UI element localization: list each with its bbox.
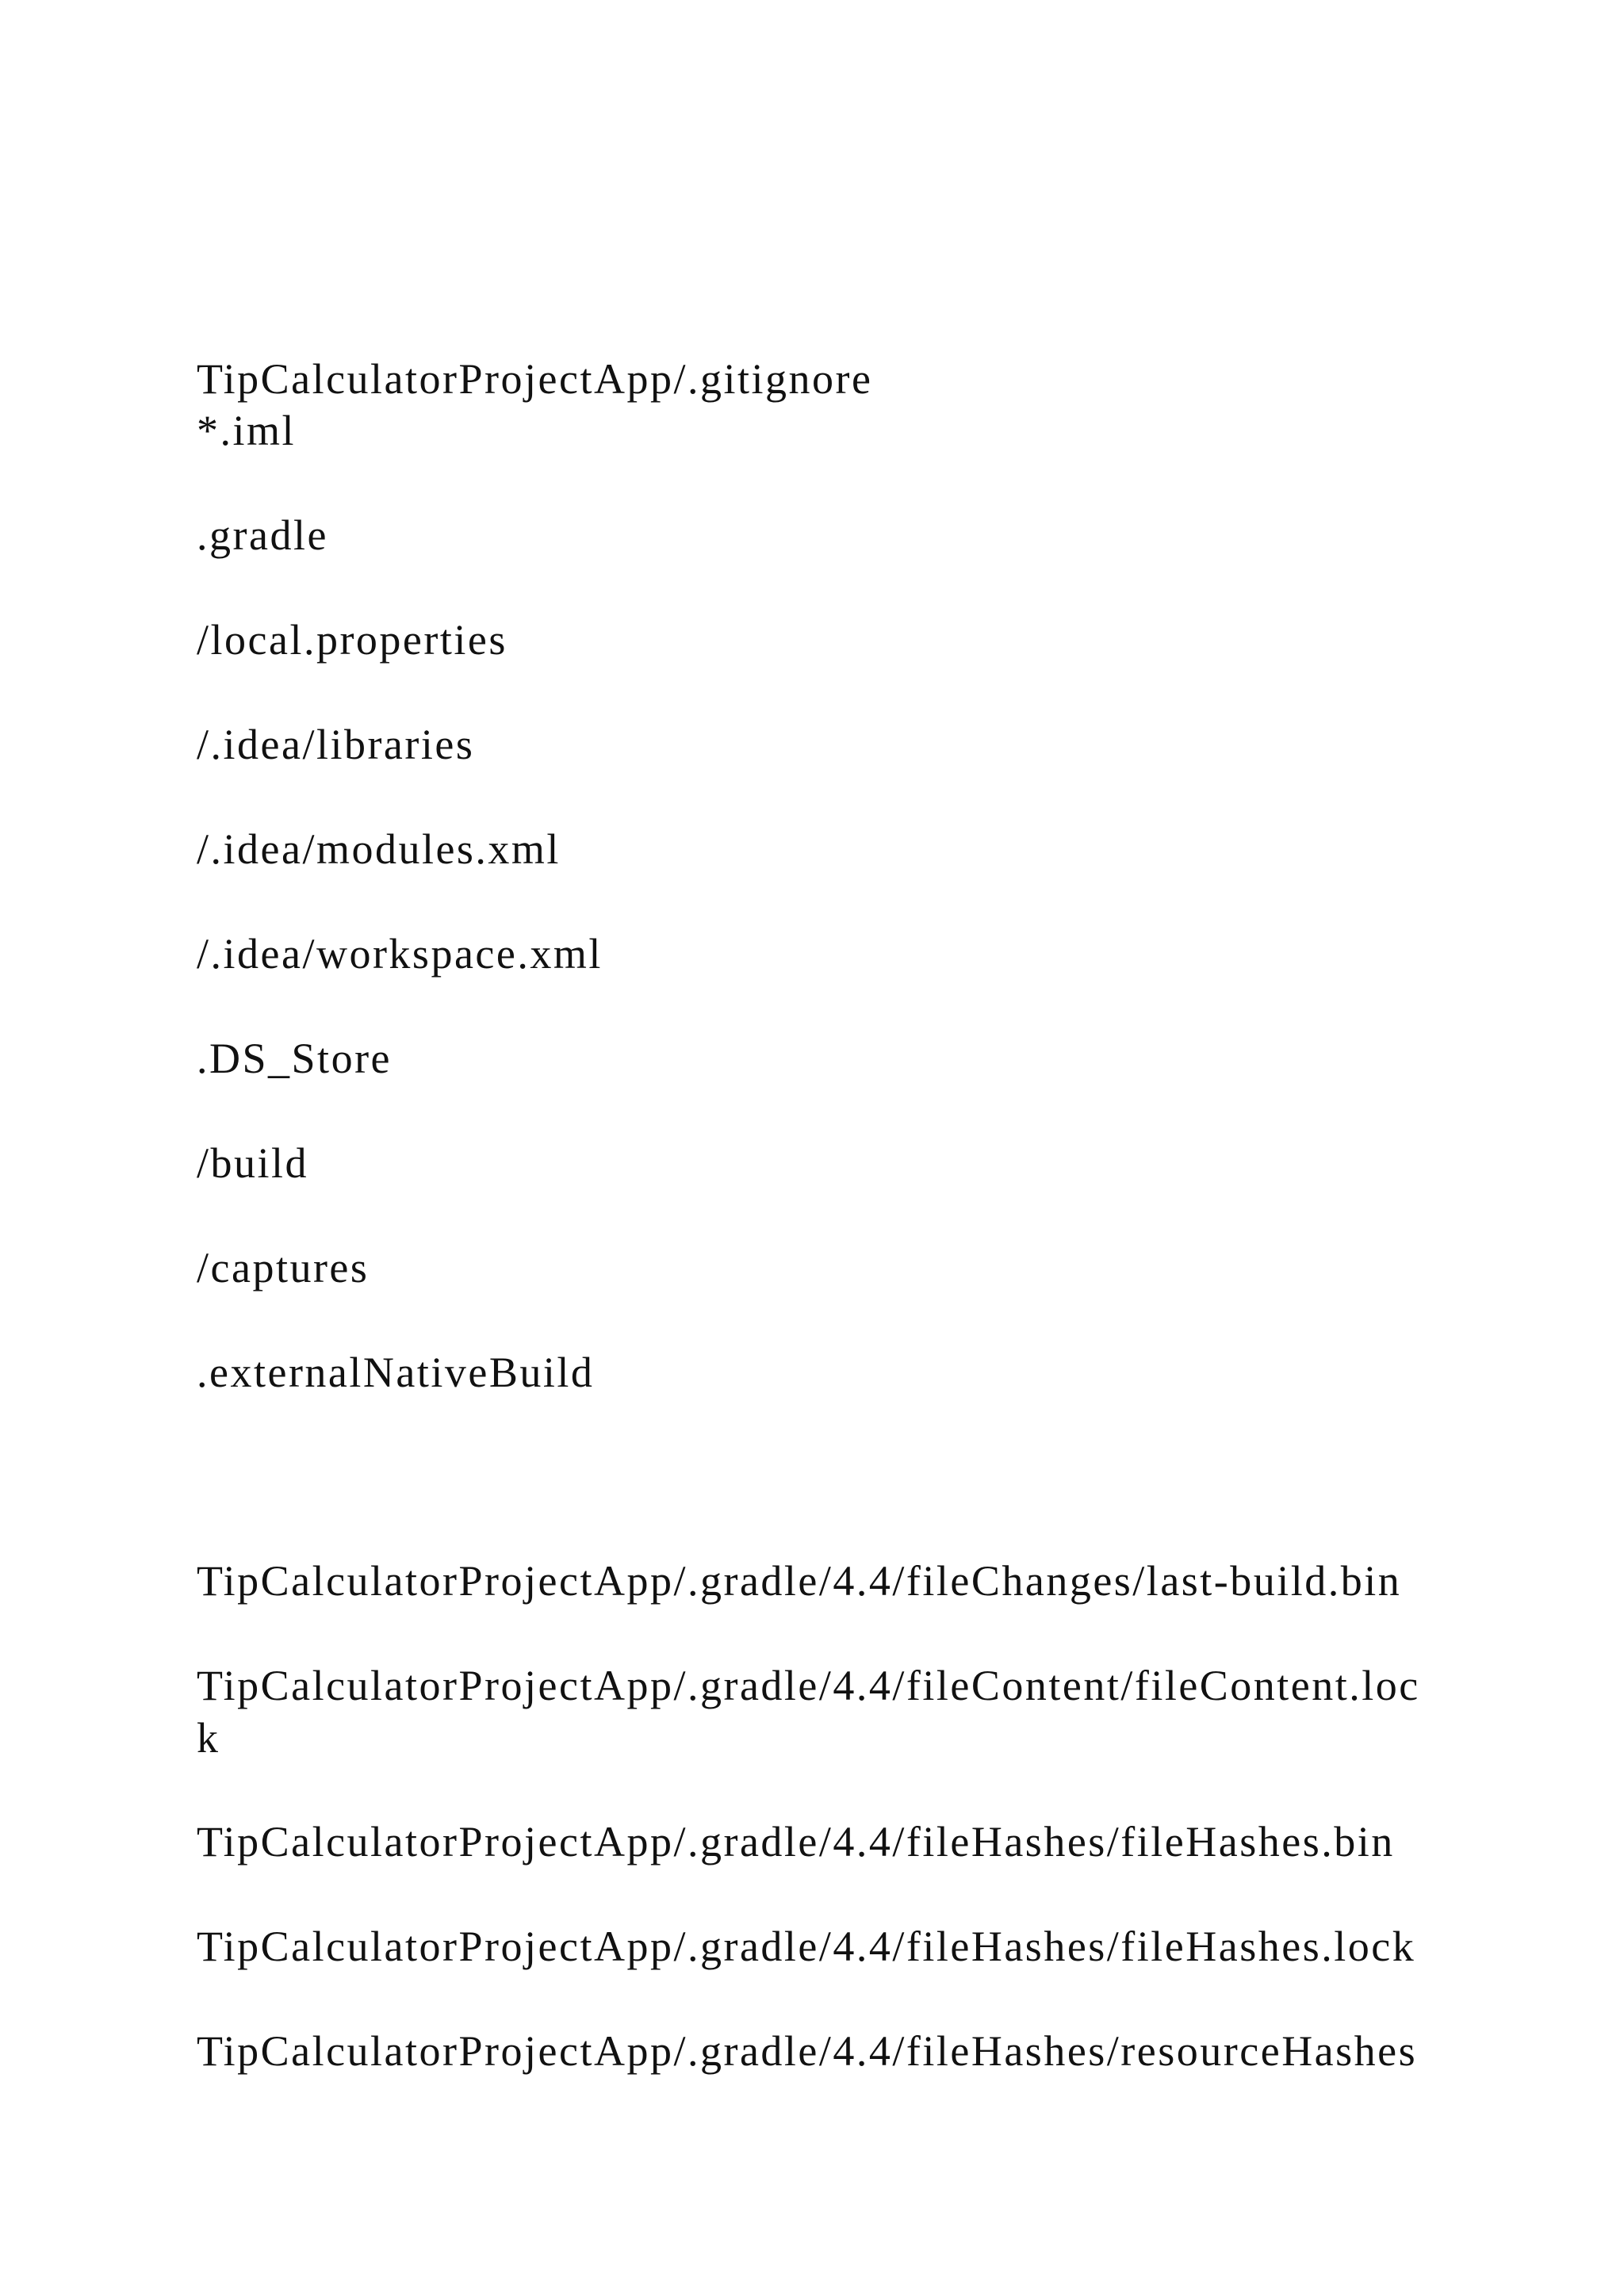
gitignore-entry: *.iml xyxy=(197,407,297,454)
gradle-file-path: TipCalculatorProjectApp/.gradle/4.4/fileHashes/fileHashes.lock xyxy=(197,1923,1416,1970)
gitignore-file-header: TipCalculatorProjectApp/.gitignore xyxy=(197,355,873,403)
gradle-file-path: TipCalculatorProjectApp/.gradle/4.4/fileContent/fileContent.loc xyxy=(197,1662,1420,1709)
gitignore-entry: .gradle xyxy=(197,511,328,559)
gitignore-entry: /build xyxy=(197,1139,309,1187)
gitignore-entry: /local.properties xyxy=(197,616,508,664)
gradle-file-path-continuation: k xyxy=(197,1714,220,1762)
gitignore-entry: /captures xyxy=(197,1244,370,1292)
gitignore-entry: .externalNativeBuild xyxy=(197,1349,595,1396)
gradle-file-path: TipCalculatorProjectApp/.gradle/4.4/fileHashes/resourceHashes xyxy=(197,2027,1418,2075)
gitignore-entry: /.idea/libraries xyxy=(197,721,475,768)
gitignore-entry: .DS_Store xyxy=(197,1035,393,1082)
gradle-file-path: TipCalculatorProjectApp/.gradle/4.4/fileChanges/last-build.bin xyxy=(197,1557,1402,1605)
gitignore-entry: /.idea/workspace.xml xyxy=(197,930,603,978)
gitignore-entry: /.idea/modules.xml xyxy=(197,825,561,873)
gradle-file-path: TipCalculatorProjectApp/.gradle/4.4/fileHashes/fileHashes.bin xyxy=(197,1818,1395,1866)
